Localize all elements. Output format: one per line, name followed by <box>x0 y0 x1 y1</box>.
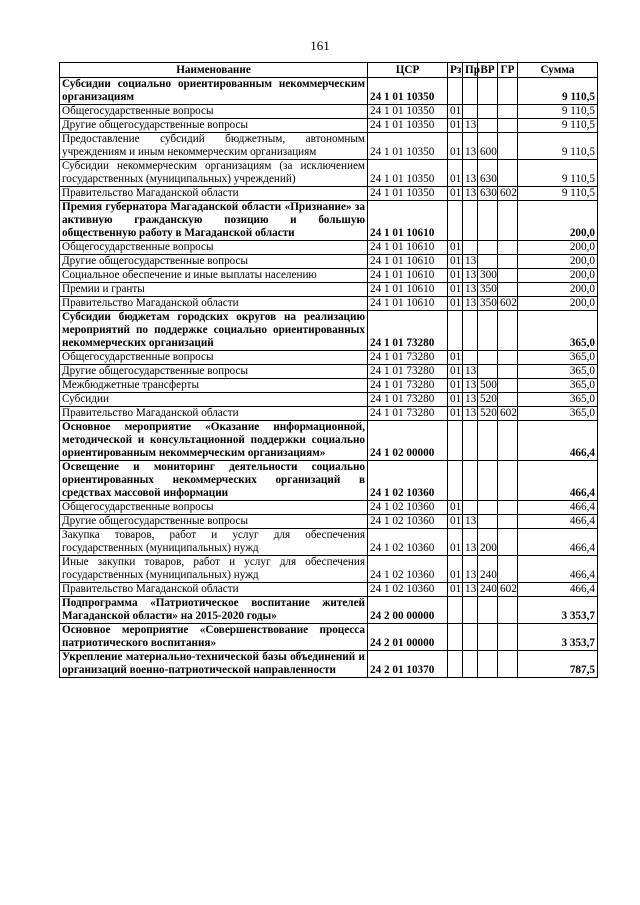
budget-table <box>59 62 598 678</box>
cell-gr: 602 <box>498 583 518 597</box>
cell-sum: 466,4 <box>518 461 598 501</box>
cell-sum: 365,0 <box>518 379 598 393</box>
cell-rz: 01 <box>448 105 463 119</box>
cell-gr <box>498 421 518 461</box>
cell-vr <box>478 461 498 501</box>
table-row <box>60 393 598 407</box>
cell-rz: 01 <box>448 269 463 283</box>
table-row <box>60 241 598 255</box>
cell-csr: 24 1 02 10360 <box>368 501 448 515</box>
cell-csr: 24 1 01 10350 <box>368 160 448 187</box>
cell-csr: 24 1 01 10350 <box>368 78 448 105</box>
table-row <box>60 78 598 105</box>
cell-sum: 365,0 <box>518 365 598 379</box>
table-row <box>60 379 598 393</box>
cell-rz: 01 <box>448 351 463 365</box>
cell-gr: 602 <box>498 187 518 201</box>
cell-gr <box>498 461 518 501</box>
cell-sum: 9 110,5 <box>518 160 598 187</box>
cell-name: Правительство Магаданской области <box>60 187 368 201</box>
cell-gr <box>498 651 518 678</box>
cell-pr: 13 <box>463 297 478 311</box>
cell-vr: 240 <box>478 556 498 583</box>
cell-vr: 350 <box>478 283 498 297</box>
cell-pr <box>463 501 478 515</box>
cell-sum: 9 110,5 <box>518 105 598 119</box>
cell-pr <box>463 421 478 461</box>
cell-gr <box>498 241 518 255</box>
cell-rz <box>448 651 463 678</box>
page-number: 161 <box>310 38 330 53</box>
table-row <box>60 529 598 556</box>
cell-rz: 01 <box>448 255 463 269</box>
cell-sum: 466,4 <box>518 529 598 556</box>
cell-csr: 24 1 01 73280 <box>368 379 448 393</box>
table-row <box>60 421 598 461</box>
cell-csr: 24 1 01 10610 <box>368 255 448 269</box>
table-row <box>60 201 598 241</box>
cell-gr: 602 <box>498 407 518 421</box>
cell-name: Общегосударственные вопросы <box>60 241 368 255</box>
table-header-row <box>60 63 598 78</box>
cell-vr <box>478 119 498 133</box>
cell-sum: 365,0 <box>518 311 598 351</box>
table-row <box>60 105 598 119</box>
cell-rz: 01 <box>448 501 463 515</box>
cell-pr <box>463 241 478 255</box>
cell-csr: 24 1 02 10360 <box>368 461 448 501</box>
table-row <box>60 297 598 311</box>
cell-gr <box>498 351 518 365</box>
cell-rz: 01 <box>448 529 463 556</box>
cell-name: Субсидии социально ориентированным некоммерческим организациям <box>60 78 368 105</box>
cell-csr: 24 1 02 00000 <box>368 421 448 461</box>
cell-name: Правительство Магаданской области <box>60 407 368 421</box>
table-row <box>60 461 598 501</box>
cell-sum: 9 110,5 <box>518 187 598 201</box>
cell-sum: 365,0 <box>518 407 598 421</box>
cell-pr <box>463 201 478 241</box>
cell-sum: 466,4 <box>518 556 598 583</box>
table-row <box>60 269 598 283</box>
cell-csr: 24 1 01 10610 <box>368 201 448 241</box>
cell-sum: 200,0 <box>518 255 598 269</box>
cell-vr <box>478 501 498 515</box>
cell-vr <box>478 78 498 105</box>
cell-sum: 3 353,7 <box>518 597 598 624</box>
cell-rz: 01 <box>448 119 463 133</box>
cell-sum: 200,0 <box>518 201 598 241</box>
cell-rz: 01 <box>448 379 463 393</box>
cell-gr <box>498 556 518 583</box>
cell-sum: 9 110,5 <box>518 78 598 105</box>
cell-sum: 3 353,7 <box>518 624 598 651</box>
cell-name: Общегосударственные вопросы <box>60 105 368 119</box>
cell-name: Субсидии бюджетам городских округов на реализацию мероприятий по поддержке социально ориентированных некоммерческих организаций <box>60 311 368 351</box>
cell-csr: 24 1 02 10360 <box>368 556 448 583</box>
cell-rz: 01 <box>448 393 463 407</box>
cell-csr: 24 1 01 73280 <box>368 311 448 351</box>
table-row <box>60 187 598 201</box>
cell-vr: 350 <box>478 297 498 311</box>
cell-csr: 24 1 01 10610 <box>368 283 448 297</box>
cell-rz: 01 <box>448 407 463 421</box>
cell-name: Другие общегосударственные вопросы <box>60 365 368 379</box>
cell-name: Общегосударственные вопросы <box>60 351 368 365</box>
cell-sum: 200,0 <box>518 297 598 311</box>
cell-sum: 9 110,5 <box>518 133 598 160</box>
cell-gr <box>498 365 518 379</box>
table-row <box>60 283 598 297</box>
cell-pr: 13 <box>463 529 478 556</box>
cell-rz <box>448 461 463 501</box>
cell-csr: 24 1 01 73280 <box>368 407 448 421</box>
cell-pr <box>463 651 478 678</box>
cell-csr: 24 1 01 10350 <box>368 119 448 133</box>
cell-vr: 520 <box>478 393 498 407</box>
cell-pr <box>463 351 478 365</box>
table-row <box>60 351 598 365</box>
table-row <box>60 583 598 597</box>
cell-name: Другие общегосударственные вопросы <box>60 515 368 529</box>
column-header-rz: Рз <box>448 63 463 78</box>
cell-gr <box>498 105 518 119</box>
cell-vr <box>478 255 498 269</box>
cell-vr <box>478 624 498 651</box>
table-row <box>60 133 598 160</box>
cell-gr <box>498 133 518 160</box>
cell-gr: 602 <box>498 297 518 311</box>
cell-pr: 13 <box>463 133 478 160</box>
cell-gr <box>498 529 518 556</box>
cell-csr: 24 1 01 10350 <box>368 187 448 201</box>
cell-gr <box>498 283 518 297</box>
cell-pr: 13 <box>463 160 478 187</box>
cell-pr: 13 <box>463 283 478 297</box>
cell-csr: 24 1 01 10350 <box>368 133 448 160</box>
cell-pr <box>463 597 478 624</box>
cell-name: Основное мероприятие «Совершенствование процесса патриотического воспитания» <box>60 624 368 651</box>
cell-vr: 630 <box>478 160 498 187</box>
cell-rz <box>448 624 463 651</box>
cell-gr <box>498 501 518 515</box>
cell-pr: 13 <box>463 407 478 421</box>
column-header-name: Наименование <box>60 63 368 78</box>
cell-gr <box>498 255 518 269</box>
cell-rz <box>448 421 463 461</box>
cell-csr: 24 1 01 10610 <box>368 297 448 311</box>
cell-sum: 466,4 <box>518 515 598 529</box>
cell-vr: 520 <box>478 407 498 421</box>
cell-name: Иные закупки товаров, работ и услуг для обеспечения государственных (муниципальных) нужд <box>60 556 368 583</box>
cell-name: Укрепление материально-технической базы объединений и организаций военно-патриотической направленности <box>60 651 368 678</box>
cell-name: Премии и гранты <box>60 283 368 297</box>
table-body <box>60 78 598 678</box>
cell-name: Премия губернатора Магаданской области «Признание» за активную гражданскую позицию и большую общественную работу в Магаданской области <box>60 201 368 241</box>
cell-rz: 01 <box>448 365 463 379</box>
cell-gr <box>498 201 518 241</box>
column-header-csr: ЦСР <box>368 63 448 78</box>
cell-pr: 13 <box>463 255 478 269</box>
cell-rz: 01 <box>448 160 463 187</box>
column-header-gr: ГР <box>498 63 518 78</box>
cell-csr: 24 1 01 73280 <box>368 365 448 379</box>
table-row <box>60 624 598 651</box>
cell-rz: 01 <box>448 583 463 597</box>
cell-sum: 365,0 <box>518 393 598 407</box>
cell-name: Правительство Магаданской области <box>60 583 368 597</box>
cell-rz: 01 <box>448 241 463 255</box>
column-header-vr: ВР <box>478 63 498 78</box>
table-row <box>60 556 598 583</box>
cell-sum: 466,4 <box>518 583 598 597</box>
cell-rz: 01 <box>448 556 463 583</box>
table-row <box>60 515 598 529</box>
cell-sum: 466,4 <box>518 421 598 461</box>
cell-sum: 9 110,5 <box>518 119 598 133</box>
cell-pr: 13 <box>463 583 478 597</box>
cell-csr: 24 1 01 73280 <box>368 351 448 365</box>
cell-rz <box>448 78 463 105</box>
cell-csr: 24 2 01 10370 <box>368 651 448 678</box>
cell-csr: 24 2 01 00000 <box>368 624 448 651</box>
cell-csr: 24 1 02 10360 <box>368 583 448 597</box>
cell-csr: 24 1 02 10360 <box>368 529 448 556</box>
cell-pr <box>463 78 478 105</box>
cell-pr <box>463 461 478 501</box>
cell-pr <box>463 311 478 351</box>
cell-vr <box>478 201 498 241</box>
column-header-pr: Пр <box>463 63 478 78</box>
cell-csr: 24 1 01 10610 <box>368 241 448 255</box>
cell-vr <box>478 515 498 529</box>
table-row <box>60 651 598 678</box>
table-row <box>60 597 598 624</box>
cell-pr: 13 <box>463 515 478 529</box>
cell-vr: 500 <box>478 379 498 393</box>
cell-name: Правительство Магаданской области <box>60 297 368 311</box>
cell-rz <box>448 201 463 241</box>
cell-vr <box>478 311 498 351</box>
cell-sum: 200,0 <box>518 283 598 297</box>
cell-pr: 13 <box>463 556 478 583</box>
cell-csr: 24 1 02 10360 <box>368 515 448 529</box>
cell-rz: 01 <box>448 133 463 160</box>
cell-name: Освещение и мониторинг деятельности социально ориентированных некоммерческих организаций в средствах массовой информации <box>60 461 368 501</box>
cell-rz: 01 <box>448 187 463 201</box>
cell-vr <box>478 351 498 365</box>
cell-gr <box>498 311 518 351</box>
cell-gr <box>498 379 518 393</box>
cell-pr <box>463 624 478 651</box>
cell-csr: 24 2 00 00000 <box>368 597 448 624</box>
cell-sum: 365,0 <box>518 351 598 365</box>
cell-vr: 300 <box>478 269 498 283</box>
cell-pr: 13 <box>463 365 478 379</box>
cell-name: Межбюджетные трансферты <box>60 379 368 393</box>
cell-vr: 630 <box>478 187 498 201</box>
cell-name: Общегосударственные вопросы <box>60 501 368 515</box>
cell-name: Основное мероприятие «Оказание информационной, методической и консультационной поддержки социально ориентированным некоммерческим организациям» <box>60 421 368 461</box>
table-row <box>60 160 598 187</box>
cell-pr: 13 <box>463 119 478 133</box>
cell-rz: 01 <box>448 297 463 311</box>
cell-pr <box>463 105 478 119</box>
cell-rz <box>448 597 463 624</box>
cell-vr: 200 <box>478 529 498 556</box>
cell-name: Субсидии <box>60 393 368 407</box>
cell-csr: 24 1 01 73280 <box>368 393 448 407</box>
cell-gr <box>498 160 518 187</box>
cell-name: Другие общегосударственные вопросы <box>60 119 368 133</box>
cell-sum: 200,0 <box>518 241 598 255</box>
cell-pr: 13 <box>463 379 478 393</box>
cell-name: Закупка товаров, работ и услуг для обеспечения государственных (муниципальных) нужд <box>60 529 368 556</box>
cell-sum: 787,5 <box>518 651 598 678</box>
cell-gr <box>498 624 518 651</box>
cell-name: Подпрограмма «Патриотическое воспитание жителей Магаданской области» на 2015-2020 годы» <box>60 597 368 624</box>
cell-rz <box>448 311 463 351</box>
cell-vr: 600 <box>478 133 498 160</box>
cell-name: Другие общегосударственные вопросы <box>60 255 368 269</box>
cell-gr <box>498 78 518 105</box>
table-row <box>60 407 598 421</box>
cell-csr: 24 1 01 10350 <box>368 105 448 119</box>
cell-name: Субсидии некоммерческим организациям (за исключением государственных (муниципальных) учреждений) <box>60 160 368 187</box>
cell-rz: 01 <box>448 515 463 529</box>
table-row <box>60 311 598 351</box>
cell-vr <box>478 241 498 255</box>
table-row <box>60 255 598 269</box>
cell-vr <box>478 421 498 461</box>
cell-csr: 24 1 01 10610 <box>368 269 448 283</box>
cell-name: Социальное обеспечение и иные выплаты населению <box>60 269 368 283</box>
cell-vr <box>478 597 498 624</box>
cell-sum: 466,4 <box>518 501 598 515</box>
cell-gr <box>498 393 518 407</box>
cell-vr <box>478 365 498 379</box>
cell-gr <box>498 269 518 283</box>
cell-name: Предоставление субсидий бюджетным, автономным учреждениям и иным некоммерческим организациям <box>60 133 368 160</box>
cell-vr <box>478 651 498 678</box>
cell-gr <box>498 597 518 624</box>
cell-pr: 13 <box>463 393 478 407</box>
cell-gr <box>498 515 518 529</box>
column-header-sum: Сумма <box>518 63 598 78</box>
cell-pr: 13 <box>463 187 478 201</box>
cell-vr <box>478 105 498 119</box>
table-row <box>60 365 598 379</box>
table-row <box>60 501 598 515</box>
table-row <box>60 119 598 133</box>
cell-sum: 200,0 <box>518 269 598 283</box>
cell-vr: 240 <box>478 583 498 597</box>
cell-gr <box>498 119 518 133</box>
cell-rz: 01 <box>448 283 463 297</box>
cell-pr: 13 <box>463 269 478 283</box>
